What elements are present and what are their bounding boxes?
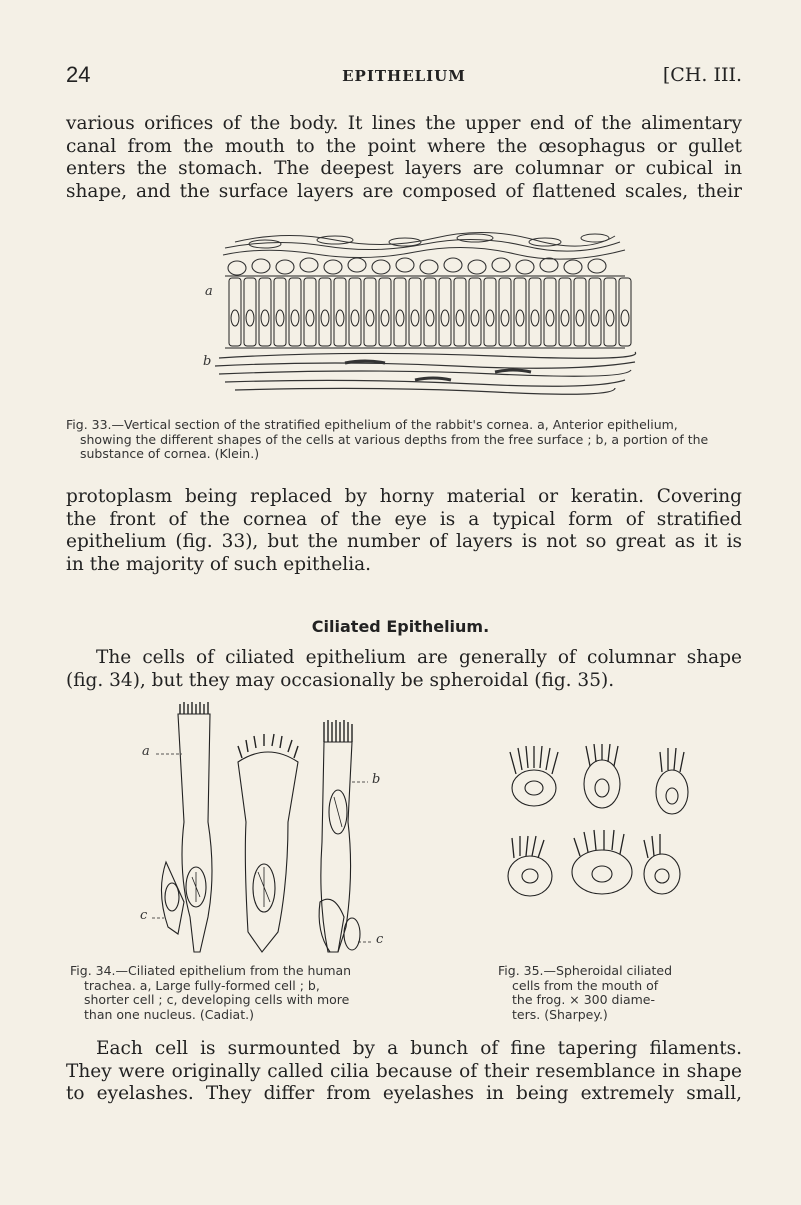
text-line: enters the stomach. The deepest layers are columnar or cubical in (66, 158, 742, 179)
columnar-cell (259, 278, 271, 346)
cell-nucleus (366, 310, 374, 326)
columnar-cell (394, 278, 406, 346)
cell-nucleus (441, 310, 449, 326)
text-line: to eyelashes. They differ from eyelashes in being extremely small, (66, 1083, 742, 1104)
columnar-cell (589, 278, 601, 346)
text-line: Each cell is surmounted by a bunch of fine tapering filaments. (96, 1038, 742, 1059)
text-line: (fig. 34), but they may occasionally be spheroidal (fig. 35). (66, 669, 615, 691)
cell-nucleus (576, 310, 584, 326)
columnar-cell (379, 278, 391, 346)
cell-nucleus (456, 310, 464, 326)
section-heading: Ciliated Epithelium. (311, 617, 490, 636)
caption-line: showing the different shapes of the cells at various depths from the free surface ; b, a portion of the (80, 431, 709, 447)
columnar-cell (469, 278, 481, 346)
cell-nucleus (306, 310, 314, 326)
columnar-cell (604, 278, 616, 346)
columnar-cell (334, 278, 346, 346)
columnar-cell (529, 278, 541, 346)
caption-line: shorter cell ; c, developing cells with more (84, 992, 350, 1007)
cell-nucleus (516, 310, 524, 326)
caption-line: Fig. 35.—Spheroidal ciliated (498, 963, 672, 978)
columnar-cell (499, 278, 511, 346)
columnar-cell (484, 278, 496, 346)
columnar-cell (319, 278, 331, 346)
cell-nucleus (291, 310, 299, 326)
text-line: the front of the cornea of the eye is a typical form of stratified (66, 508, 742, 530)
columnar-cell (304, 278, 316, 346)
label-b: b (203, 354, 212, 369)
cell-nucleus (501, 310, 509, 326)
cell-nucleus (471, 310, 479, 326)
paragraph-2 (66, 486, 742, 576)
caption-line: trachea. a, Large fully-formed cell ; b, (84, 977, 320, 993)
paragraph-1 (66, 113, 742, 203)
columnar-cell (559, 278, 571, 346)
columnar-cell (349, 278, 361, 346)
cell-nucleus (546, 310, 554, 326)
cell-nucleus (396, 310, 404, 326)
text-line: protoplasm being replaced by horny material or keratin. Covering (66, 486, 742, 507)
paragraph-4 (66, 1038, 742, 1106)
label-a: a (142, 744, 150, 759)
paragraph-3 (66, 647, 742, 692)
label-b: b (372, 772, 381, 787)
label-c: c (376, 932, 384, 947)
figure-33-illustration (195, 200, 645, 400)
text-line: various orifices of the body. It lines the upper end of the alimentary (66, 113, 742, 134)
cell-nucleus (276, 310, 284, 326)
columnar-cell (574, 278, 586, 346)
columnar-cell (619, 278, 631, 346)
caption-line: the frog. × 300 diame- (512, 992, 656, 1007)
figure-33-caption (66, 418, 742, 462)
cell-nucleus (261, 310, 269, 326)
caption-line: Fig. 34.—Ciliated epithelium from the human (70, 963, 352, 978)
cell-nucleus (591, 310, 599, 326)
cell-nucleus (606, 310, 614, 326)
columnar-cell (289, 278, 301, 346)
text-line: in the majority of such epithelia. (66, 553, 372, 575)
spheroidal-cells-drawing (502, 744, 702, 964)
columnar-cell (424, 278, 436, 346)
caption-line: Fig. 33.—Vertical section of the stratified epithelium of the rabbit's cornea. a, Anterior epithelium, (66, 417, 678, 432)
cell-nucleus (426, 310, 434, 326)
columnar-cell (514, 278, 526, 346)
caption-line: substance of cornea. (Klein.) (80, 446, 260, 461)
cell-nucleus (381, 310, 389, 326)
figure-35-caption (498, 964, 738, 1022)
text-line: shape, and the surface layers are composed of flattened scales, their (66, 180, 742, 202)
chapter-label: [CH. III. (662, 64, 742, 86)
caption-line: cells from the mouth of (512, 977, 659, 993)
figure-34-caption (70, 964, 480, 1022)
caption-line: than one nucleus. (Cadiat.) (84, 1006, 254, 1022)
caption-line: ters. (Sharpey.) (512, 1006, 608, 1022)
cell-nucleus (321, 310, 329, 326)
columnar-cell (229, 278, 241, 346)
cell-nucleus (561, 310, 569, 326)
cell-nucleus (246, 310, 254, 326)
running-title: EPITHELIUM (342, 67, 466, 85)
text-line: The cells of ciliated epithelium are generally of columnar shape (96, 647, 742, 668)
text-line: canal from the mouth to the point where the œsophagus or gullet (66, 135, 742, 157)
page-number: 24 (66, 62, 91, 87)
columnar-cell (274, 278, 286, 346)
columnar-cell (544, 278, 556, 346)
ciliated-cells-drawing (138, 702, 408, 964)
cornea-epithelium-drawing (195, 200, 645, 400)
columnar-cell (364, 278, 376, 346)
text-line: epithelium (fig. 33), but the number of layers is not so great as it is (66, 531, 742, 552)
columnar-cell (409, 278, 421, 346)
text-line: They were originally called cilia because of their resemblance in shape (66, 1060, 742, 1082)
cell-nucleus (336, 310, 344, 326)
columnar-cell (454, 278, 466, 346)
cell-nucleus (531, 310, 539, 326)
columnar-cell (244, 278, 256, 346)
running-head (66, 64, 742, 92)
label-a: a (205, 284, 213, 299)
cell-nucleus (621, 310, 629, 326)
cell-nucleus (486, 310, 494, 326)
figure-35-illustration (502, 744, 702, 964)
columnar-cell (439, 278, 451, 346)
label-c: c (140, 908, 148, 923)
cell-nucleus (231, 310, 239, 326)
cell-nucleus (411, 310, 419, 326)
cell-nucleus (351, 310, 359, 326)
figure-34-illustration (138, 702, 408, 964)
